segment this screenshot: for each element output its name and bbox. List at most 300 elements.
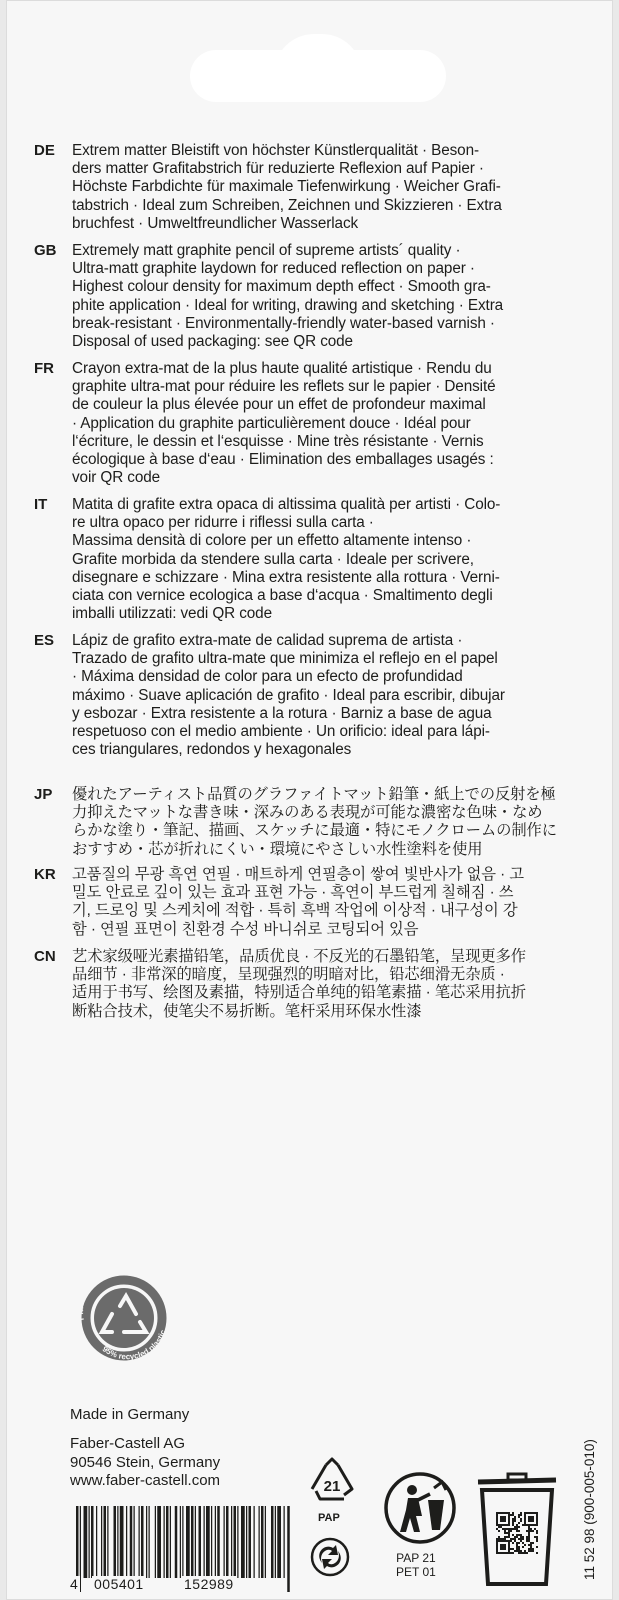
qr-module: [528, 1538, 530, 1540]
qr-module: [516, 1530, 518, 1532]
qr-module: [518, 1552, 520, 1554]
barcode-bar: [155, 1506, 156, 1578]
qr-module: [496, 1522, 498, 1524]
barcode-bar: [217, 1506, 220, 1578]
qr-module: [502, 1524, 504, 1526]
qr-module: [508, 1524, 510, 1526]
qr-module: [520, 1536, 522, 1538]
qr-module: [514, 1536, 516, 1538]
qr-module: [526, 1524, 528, 1526]
qr-module: [524, 1550, 526, 1552]
qr-module: [516, 1542, 518, 1544]
barcode-bar: [246, 1506, 247, 1578]
qr-module: [496, 1538, 498, 1540]
pap-pet-codes: PAP 21 PET 01: [396, 1551, 436, 1579]
qr-module: [516, 1526, 518, 1528]
qr-module: [534, 1536, 536, 1538]
barcode-bar: [114, 1506, 117, 1578]
qr-module: [536, 1546, 538, 1548]
qr-module: [506, 1528, 508, 1530]
qr-module: [528, 1518, 530, 1520]
qr-module: [518, 1514, 520, 1516]
qr-module: [532, 1512, 534, 1514]
lang-text: Lápiz de grafito extra-mate de calidad suprema de artista · Trazado de grafito ultra-mate que minimiza el reflejo en el papel · Máxima densidad de color para un efecto de profundidad máximo · Suave aplicación de grafito · Ideal para escribir, dibujar y esbozar · Extra resistente a la rotura · Barniz a base de agua respetuoso con el medio ambiente · Un orificio: ideal para lápi- ces triangulares, redondos y hexagonales: [72, 632, 505, 759]
barcode-bar: [261, 1506, 264, 1578]
qr-module: [532, 1524, 534, 1526]
qr-module: [532, 1516, 534, 1518]
lang-code: IT: [34, 496, 48, 513]
lang-text: Extremely matt graphite pencil of supreme artists´ quality · Ultra-matt graphite laydown for reduced reflection on paper · Highest colour density for maximum depth effect · Smooth gra- phite application · Ideal for writing, drawing and sketching · Extra break-resistant · Environmentally-friendly water-based varnish · Disposal of used packaging: see QR code: [72, 242, 504, 351]
qr-module: [504, 1548, 506, 1550]
qr-module: [536, 1514, 538, 1516]
qr-module: [498, 1552, 500, 1554]
qr-module: [498, 1524, 500, 1526]
qr-module: [496, 1540, 498, 1542]
qr-module: [498, 1526, 500, 1528]
barcode-bar: [84, 1506, 88, 1578]
barcode-bar: [89, 1506, 90, 1578]
qr-module: [502, 1512, 504, 1514]
qr-module: [516, 1528, 518, 1530]
barcode-bar: [271, 1506, 274, 1578]
barcode-bar: [215, 1506, 216, 1578]
bin-qr-code-icon: [476, 1472, 558, 1590]
qr-module: [526, 1538, 528, 1540]
barcode-bar: [287, 1506, 290, 1592]
qr-module: [512, 1522, 514, 1524]
qr-module: [496, 1512, 498, 1514]
barcode-bar: [175, 1506, 178, 1578]
qr-module: [504, 1530, 506, 1532]
qr-module: [504, 1524, 506, 1526]
qr-module: [532, 1518, 534, 1520]
qr-module: [536, 1540, 538, 1542]
barcode-bar: [126, 1506, 127, 1578]
barcode-bar: [224, 1506, 225, 1578]
tidyman-recycling-icon: [382, 1470, 458, 1546]
qr-module: [526, 1552, 528, 1554]
barcode-bar: [180, 1506, 181, 1578]
qr-module: [518, 1522, 520, 1524]
barcode-bar: [241, 1506, 245, 1578]
qr-module: [500, 1524, 502, 1526]
qr-module: [498, 1536, 500, 1538]
barcode-bar: [195, 1506, 196, 1578]
qr-module: [506, 1552, 508, 1554]
qr-module: [508, 1542, 510, 1544]
barcode-bar: [170, 1506, 171, 1578]
qr-module: [512, 1552, 514, 1554]
qr-module: [534, 1528, 536, 1530]
qr-module: [528, 1520, 530, 1522]
qr-module: [504, 1536, 506, 1538]
barcode-bar: [277, 1506, 281, 1578]
barcode-bar: [284, 1506, 285, 1578]
qr-module: [512, 1542, 514, 1544]
qr-module: [510, 1548, 512, 1550]
qr-module: [496, 1542, 498, 1544]
qr-module: [506, 1540, 508, 1542]
qr-module: [528, 1516, 530, 1518]
barcode-bar: [96, 1506, 97, 1578]
qr-module: [528, 1534, 530, 1536]
barcode-bar: [141, 1506, 144, 1578]
qr-module: [508, 1530, 510, 1532]
lang-code: KR: [34, 866, 56, 883]
qr-module: [502, 1544, 504, 1546]
barcode-group1: 005401: [94, 1576, 144, 1592]
qr-module: [502, 1516, 504, 1518]
qr-module: [520, 1538, 522, 1540]
lang-text: 고품질의 무광 흑연 연필 · 매트하게 연필층이 쌓여 빛반사가 없음 · 고 밀도 안료로 깊이 있는 효과 표현 가능 · 흑연이 부드럽게 칠해짐 · 쓰 기, 드로잉 및 스케치에 적합 · 특히 흑백 작업에 이상적 · 내구성이 강 함 · 연필 표면이 친환경 수성 바니쉬로 코팅되어 있음: [72, 866, 524, 938]
qr-module: [518, 1542, 520, 1544]
qr-module: [534, 1512, 536, 1514]
barcode-bar: [101, 1506, 102, 1578]
qr-module: [504, 1540, 506, 1542]
qr-module: [518, 1538, 520, 1540]
qr-module: [532, 1520, 534, 1522]
qr-module: [524, 1514, 526, 1516]
barcode-bar: [104, 1506, 107, 1578]
barcode-group2: 152989: [184, 1576, 234, 1592]
qr-module: [520, 1552, 522, 1554]
barcode-bar: [120, 1506, 124, 1578]
qr-module: [536, 1552, 538, 1554]
qr-module: [530, 1512, 532, 1514]
lang-code: CN: [34, 948, 56, 965]
qr-module: [528, 1524, 530, 1526]
qr-module: [508, 1532, 510, 1534]
qr-module: [514, 1516, 516, 1518]
qr-module: [512, 1548, 514, 1550]
lang-text: Extrem matter Bleistift von höchster Künstlerqualität · Beson- ders matter Grafitabstrich für reduzierte Reflexion auf Papier · Höchste Farbdichte für maximale Tiefenwirkung · Weicher Grafi- tabstrich · Ideal zum Schreiben, Zeichnen und Skizzieren · Extra bruchfest · Umweltfreundlicher Wasserlack: [72, 142, 502, 232]
qr-module: [496, 1528, 498, 1530]
qr-module: [508, 1516, 510, 1518]
qr-module: [520, 1520, 522, 1522]
barcode-bar: [186, 1506, 190, 1578]
qr-module: [536, 1518, 538, 1520]
article-code: 11 52 98 (900-005-010): [582, 1439, 597, 1580]
barcode-bar: [265, 1506, 266, 1578]
qr-module: [508, 1534, 510, 1536]
qr-module: [504, 1520, 506, 1522]
qr-module: [520, 1534, 522, 1536]
qr-module: [512, 1514, 514, 1516]
qr-module: [500, 1526, 502, 1528]
barcode-bar: [237, 1506, 238, 1578]
qr-module: [530, 1548, 532, 1550]
qr-module: [496, 1524, 498, 1526]
badge-bottom-text: 95% recycled plastic: [100, 1328, 168, 1362]
barcode-bar: [149, 1506, 150, 1578]
qr-module: [512, 1528, 514, 1530]
qr-module: [504, 1516, 506, 1518]
badge-top-text: Plastic packaging: [74, 1263, 124, 1322]
barcode-bar: [191, 1506, 194, 1578]
barcode-bar: [139, 1506, 140, 1578]
barcode-bar: [164, 1506, 165, 1578]
qr-module: [528, 1536, 530, 1538]
qr-module: [496, 1552, 498, 1554]
qr-module: [516, 1536, 518, 1538]
qr-module: [528, 1526, 530, 1528]
barcode-bar: [117, 1506, 118, 1578]
qr-module: [500, 1540, 502, 1542]
lang-code: FR: [34, 360, 54, 377]
qr-module: [502, 1520, 504, 1522]
qr-module: [508, 1552, 510, 1554]
qr-module: [532, 1542, 534, 1544]
qr-module: [530, 1516, 532, 1518]
barcode-first-digit: 4: [70, 1576, 79, 1592]
barcode-bar: [146, 1506, 147, 1578]
recycled-plastic-icon: [72, 1262, 176, 1366]
qr-module: [536, 1524, 538, 1526]
qr-module: [496, 1544, 498, 1546]
qr-module: [524, 1516, 526, 1518]
qr-module: [530, 1528, 532, 1530]
qr-module: [524, 1518, 526, 1520]
qr-module: [522, 1538, 524, 1540]
green-dot-icon: [310, 1537, 350, 1577]
qr-module: [510, 1530, 512, 1532]
qr-module: [504, 1528, 506, 1530]
qr-module: [532, 1550, 534, 1552]
lang-text: Crayon extra-mat de la plus haute qualité artistique · Rendu du graphite ultra-mat pour réduire les reflets sur le papier · Densité de couleur la plus élevée pour un effet de profondeur maximal · Application du graphite particulièrement douce · Idéal pour l‘écriture, le dessin et l‘esquisse · Mine très résistante · Vernis écologique à base d‘eau · Elimination des emballages usagés : voir QR code: [72, 360, 496, 487]
qr-module: [500, 1520, 502, 1522]
barcode-bar: [254, 1506, 255, 1578]
lang-code: JP: [34, 786, 53, 803]
qr-module: [530, 1544, 532, 1546]
qr-module: [526, 1530, 528, 1532]
qr-module: [500, 1512, 502, 1514]
qr-module: [496, 1516, 498, 1518]
qr-module: [510, 1538, 512, 1540]
qr-module: [506, 1532, 508, 1534]
qr-module: [514, 1520, 516, 1522]
barcode-bar: [259, 1506, 260, 1578]
qr-module: [530, 1546, 532, 1548]
qr-module: [516, 1544, 518, 1546]
qr-module: [520, 1518, 522, 1520]
packaging-card: [6, 0, 613, 1600]
qr-module: [536, 1516, 538, 1518]
qr-module: [504, 1512, 506, 1514]
qr-module: [514, 1528, 516, 1530]
qr-module: [522, 1546, 524, 1548]
qr-module: [504, 1532, 506, 1534]
barcode-bar: [199, 1506, 202, 1578]
qr-module: [498, 1540, 500, 1542]
qr-module: [514, 1526, 516, 1528]
qr-module: [512, 1512, 514, 1514]
qr-module: [512, 1538, 514, 1540]
qr-module: [522, 1552, 524, 1554]
qr-module: [504, 1552, 506, 1554]
barcode-bar: [226, 1506, 229, 1578]
qr-module: [508, 1520, 510, 1522]
qr-module: [500, 1546, 502, 1548]
company-address: Faber-Castell AG 90546 Stein, Germany www.faber-castell.com: [70, 1435, 221, 1489]
qr-module: [524, 1524, 526, 1526]
barcode-bar: [134, 1506, 135, 1578]
qr-module: [518, 1530, 520, 1532]
lang-code: GB: [34, 242, 57, 259]
qr-module: [500, 1516, 502, 1518]
qr-module: [502, 1552, 504, 1554]
qr-module: [500, 1538, 502, 1540]
qr-module: [528, 1512, 530, 1514]
recycling-triangle-icon: [304, 1455, 360, 1511]
qr-module: [518, 1550, 520, 1552]
qr-module: [510, 1540, 512, 1542]
qr-module: [508, 1518, 510, 1520]
qr-module: [518, 1548, 520, 1550]
barcode-bar: [130, 1506, 133, 1578]
qr-module: [504, 1538, 506, 1540]
qr-module: [500, 1552, 502, 1554]
barcode-bar: [166, 1506, 169, 1578]
qr-module: [502, 1548, 504, 1550]
qr-module: [512, 1518, 514, 1520]
qr-module: [536, 1530, 538, 1532]
qr-module: [506, 1536, 508, 1538]
qr-module: [502, 1518, 504, 1520]
qr-module: [504, 1518, 506, 1520]
qr-module: [498, 1538, 500, 1540]
qr-module: [520, 1550, 522, 1552]
qr-module: [534, 1524, 536, 1526]
qr-module: [528, 1530, 530, 1532]
qr-module: [518, 1546, 520, 1548]
barcode-bar: [206, 1506, 210, 1578]
barcode-bar: [107, 1506, 108, 1578]
qr-module: [510, 1514, 512, 1516]
qr-module: [524, 1520, 526, 1522]
qr-module: [496, 1550, 498, 1552]
qr-module: [530, 1530, 532, 1532]
qr-module: [516, 1546, 518, 1548]
qr-module: [502, 1540, 504, 1542]
qr-module: [496, 1514, 498, 1516]
qr-module: [508, 1548, 510, 1550]
qr-module: [496, 1546, 498, 1548]
barcode-bar: [204, 1506, 205, 1578]
qr-module: [502, 1538, 504, 1540]
qr-module: [520, 1514, 522, 1516]
qr-module: [516, 1550, 518, 1552]
qr-module: [530, 1520, 532, 1522]
qr-module: [496, 1520, 498, 1522]
barcode-bar: [275, 1506, 276, 1578]
qr-module: [508, 1546, 510, 1548]
qr-module: [520, 1540, 522, 1542]
lang-text: 艺术家级哑光素描铅笔，品质优良 · 不反光的石墨铅笔，呈现更多作 品细节 · 非常深的暗度，呈现强烈的明暗对比，铅芯细滑无杂质 · 适用于书写、绘图及素描，特别适合单纯的铅笔素描 · 笔芯采用抗折 断粘合技术，使笔尖不易折断。笔杆采用环保水性漆: [72, 948, 527, 1020]
qr-module: [528, 1540, 530, 1542]
qr-module: [532, 1530, 534, 1532]
qr-module: [518, 1534, 520, 1536]
qr-module: [528, 1528, 530, 1530]
lang-text: Matita di grafite extra opaca di altissima qualità per artisti · Colo- re ultra opaco per ridurre i riflessi sulla carta · Massima densità di colore per un effetto altamente intenso · Grafite morbida da stendere sulla carta · Ideale per scrivere, disegnare e schizzare · Mina extra resistente alla rottura · Verni- ciata con vernice ecologica a base d‘acqua · Smaltimento degli imballi utilizzati: vedi QR code: [72, 496, 501, 623]
qr-module: [536, 1520, 538, 1522]
qr-module: [504, 1544, 506, 1546]
qr-module: [528, 1544, 530, 1546]
qr-module: [506, 1524, 508, 1526]
qr-module: [526, 1536, 528, 1538]
qr-module: [514, 1518, 516, 1520]
qr-module: [528, 1548, 530, 1550]
qr-module: [498, 1512, 500, 1514]
qr-module: [504, 1546, 506, 1548]
barcode-bar: [157, 1506, 161, 1578]
barcode-bar: [211, 1506, 212, 1578]
qr-module: [518, 1516, 520, 1518]
qr-module: [500, 1548, 502, 1550]
qr-module: [500, 1544, 502, 1546]
qr-module: [512, 1534, 514, 1536]
qr-module: [536, 1536, 538, 1538]
qr-module: [502, 1528, 504, 1530]
qr-module: [526, 1512, 528, 1514]
qr-module: [510, 1552, 512, 1554]
qr-module: [522, 1524, 524, 1526]
barcode-bar: [91, 1506, 94, 1578]
qr-module: [514, 1540, 516, 1542]
qr-module: [510, 1528, 512, 1530]
qr-module: [530, 1550, 532, 1552]
qr-module: [512, 1524, 514, 1526]
qr-module: [530, 1518, 532, 1520]
qr-module: [508, 1536, 510, 1538]
qr-module: [536, 1538, 538, 1540]
qr-module: [536, 1512, 538, 1514]
qr-module: [516, 1534, 518, 1536]
qr-module: [524, 1552, 526, 1554]
qr-module: [496, 1548, 498, 1550]
qr-module: [502, 1546, 504, 1548]
qr-module: [508, 1512, 510, 1514]
qr-module: [522, 1542, 524, 1544]
qr-module: [516, 1548, 518, 1550]
qr-module: [508, 1544, 510, 1546]
pap-label: PAP: [318, 1512, 340, 1524]
qr-module: [508, 1550, 510, 1552]
qr-module: [532, 1548, 534, 1550]
qr-module: [528, 1550, 530, 1552]
qr-module: [514, 1550, 516, 1552]
lang-code: ES: [34, 632, 55, 649]
qr-module: [508, 1522, 510, 1524]
qr-module: [524, 1512, 526, 1514]
qr-module: [536, 1522, 538, 1524]
made-in-text: Made in Germany: [70, 1406, 190, 1423]
qr-module: [530, 1524, 532, 1526]
qr-module: [516, 1524, 518, 1526]
lang-text: 優れたアーティスト品質のグラファイトマット鉛筆・紙上での反射を極 力抑えたマットな書き味・深みのある表現が可能な濃密な色味・なめ らかな塗り・筆記、描画、スケッチに最適・特にモノクロームの制作に おすすめ・芯が折れにくい・環境にやさしい水性塗料を使用: [72, 786, 557, 858]
qr-module: [524, 1522, 526, 1524]
qr-module: [508, 1514, 510, 1516]
qr-module: [536, 1532, 538, 1534]
qr-module: [520, 1512, 522, 1514]
barcode-bar: [231, 1506, 232, 1578]
qr-module: [514, 1538, 516, 1540]
qr-module: [530, 1542, 532, 1544]
hang-hole: [190, 50, 446, 102]
barcode-bar: [234, 1506, 237, 1578]
qr-module: [522, 1536, 524, 1538]
qr-module: [528, 1532, 530, 1534]
qr-module: [498, 1530, 500, 1532]
